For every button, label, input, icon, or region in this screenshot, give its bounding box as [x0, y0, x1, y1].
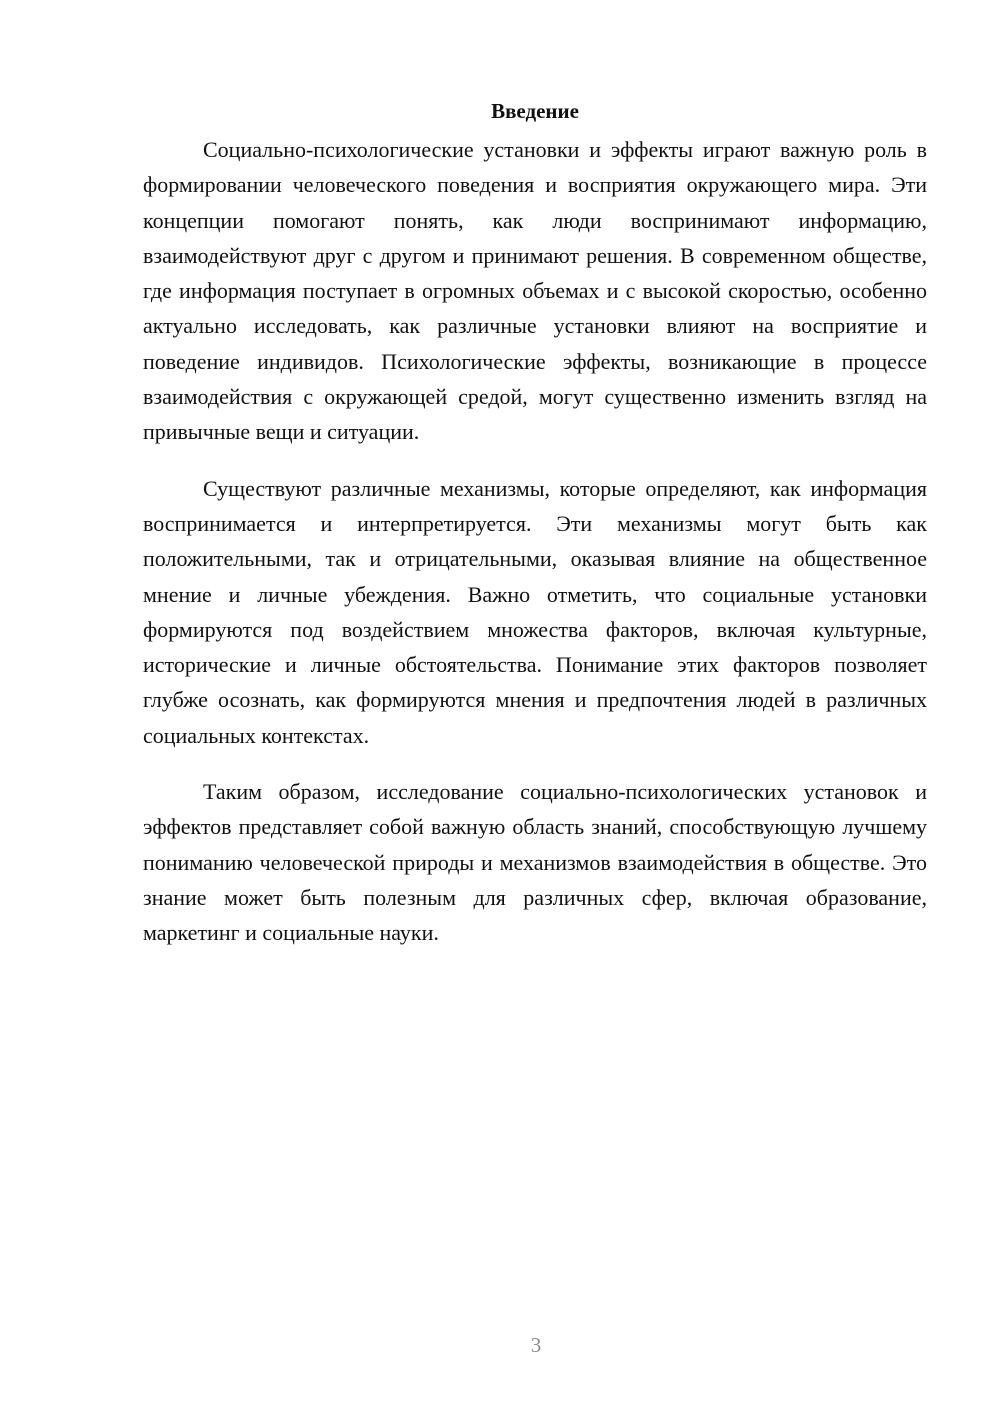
page-number: 3 [530, 1333, 542, 1357]
paragraph-1: Социально-психологические установки и эффекты играют важную роль в формировании человеческого поведения и восприятия окружающего мира. Эти концепции помогают понять, как люди воспринимают информацию, взаимодействуют друг с другом и принимают решения. В современном обществе, где информация поступает в огромных объемах и с высокой скоростью, особенно актуально исследовать, как различные установки влияют на восприятие и поведение индивидов. Психологические эффекты, возникающие в процессе взаимодействия с окружающей средой, могут существенно изменить взгляд на привычные вещи и ситуации. [143, 137, 927, 445]
paragraph-2: Существуют различные механизмы, которые определяют, как информация воспринимается и интерпретируется. Эти механизмы могут быть как положительными, так и отрицательными, оказывая влияние на общественное мнение и личные убеждения. Важно отметить, что социальные установки формируются под воздействием множества факторов, включая культурные, исторические и личные обстоятельства. Понимание этих факторов позволяет глубже осознать, как формируются мнения и предпочтения людей в различных социальных контекстах. [143, 475, 927, 748]
section-heading: Введение [491, 99, 579, 123]
paragraph-3: Таким образом, исследование социально-психологических установок и эффектов представляет собой важную область знаний, способствующую лучшему пониманию человеческой природы и механизмов взаимодействия в обществе. Это знание может быть полезным для различных сфер, включая образование, маркетинг и социальные науки. [143, 779, 927, 946]
document-body [143, 96, 927, 972]
